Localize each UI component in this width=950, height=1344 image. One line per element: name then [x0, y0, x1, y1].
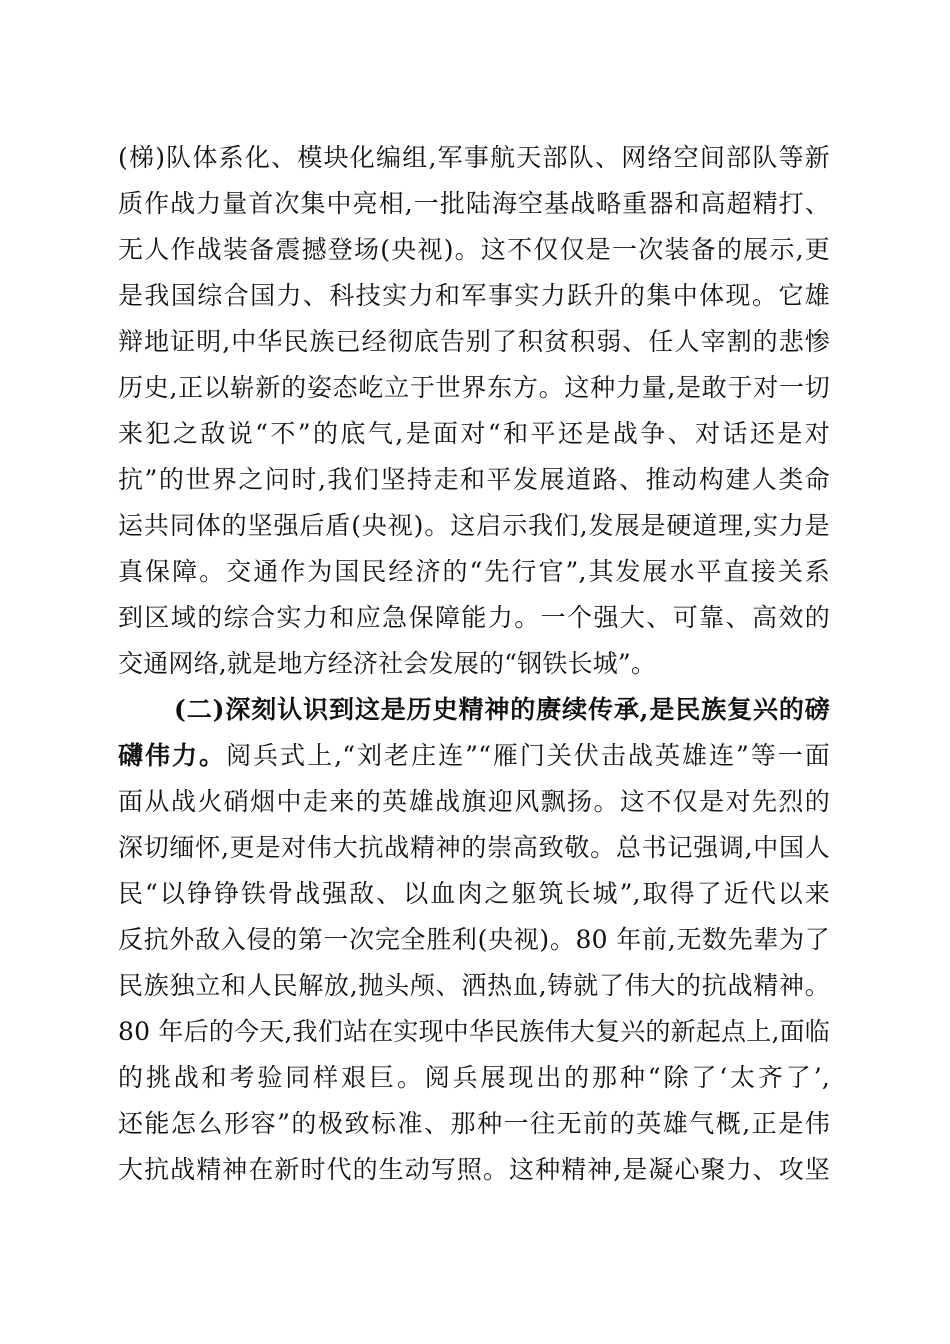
text-line: 抗”的世界之问时,我们坚持走和平发展道路、推动构建人类命	[118, 465, 830, 494]
paragraph-2	[118, 687, 830, 1193]
text-line: 还能怎么形容”的极致标准、那种一往无前的英雄气概,正是伟	[118, 1109, 830, 1138]
text-line: 民族独立和人民解放,抛头颅、洒热血,铸就了伟大的抗战精神。	[118, 971, 830, 1000]
text-line: 反抗外敌入侵的第一次完全胜利(央视)。80 年前,无数先辈为了	[118, 925, 830, 954]
document-body	[118, 135, 830, 1193]
text-line: 辩地证明,中华民族已经彻底告别了积贫积弱、任人宰割的悲惨	[118, 327, 830, 356]
text-line: 民“以铮铮铁骨战强敌、以血肉之躯筑长城”,取得了近代以来	[118, 879, 830, 908]
text-line: 80 年后的今天,我们站在实现中华民族伟大复兴的新起点上,面临	[118, 1017, 830, 1046]
text-line: 大抗战精神在新时代的生动写照。这种精神,是凝心聚力、攻坚	[118, 1155, 830, 1184]
text-line: 无人作战装备震撼登场(央视)。这不仅仅是一次装备的展示,更	[118, 235, 830, 264]
text-line: 是我国综合国力、科技实力和军事实力跃升的集中体现。它雄	[118, 281, 830, 310]
text-line: (梯)队体系化、模块化编组,军事航天部队、网络空间部队等新	[118, 143, 830, 172]
text-line: 来犯之敌说“不”的底气,是面对“和平还是战争、对话还是对	[118, 419, 830, 448]
text-line	[118, 733, 830, 779]
text-span: 阅兵式上,“刘老庄连”“雁门关伏击战英雄连”等一面	[226, 741, 830, 770]
text-line: 历史,正以崭新的姿态屹立于世界东方。这种力量,是敢于对一切	[118, 373, 830, 402]
paragraph-1	[118, 135, 830, 687]
text-line: 真保障。交通作为国民经济的“先行官”,其发展水平直接关系	[118, 557, 830, 586]
text-line: 运共同体的坚强后盾(央视)。这启示我们,发展是硬道理,实力是	[118, 511, 830, 540]
section-heading: (二)深刻认识到这是历史精神的赓续传承,是民族复兴的磅	[174, 695, 830, 724]
text-line: 的挑战和考验同样艰巨。阅兵展现出的那种“除了‘太齐了’,	[118, 1063, 830, 1092]
section-heading-end: 礴伟力。	[118, 741, 227, 770]
text-line: 质作战力量首次集中亮相,一批陆海空基战略重器和高超精打、	[118, 189, 830, 218]
text-line: 面从战火硝烟中走来的英雄战旗迎风飘扬。这不仅是对先烈的	[118, 787, 830, 816]
text-line: 到区域的综合实力和应急保障能力。一个强大、可靠、高效的	[118, 603, 830, 632]
text-line: 深切缅怀,更是对伟大抗战精神的崇高致敬。总书记强调,中国人	[118, 833, 830, 862]
text-line: 交通网络,就是地方经济社会发展的“钢铁长城”。	[118, 649, 657, 678]
